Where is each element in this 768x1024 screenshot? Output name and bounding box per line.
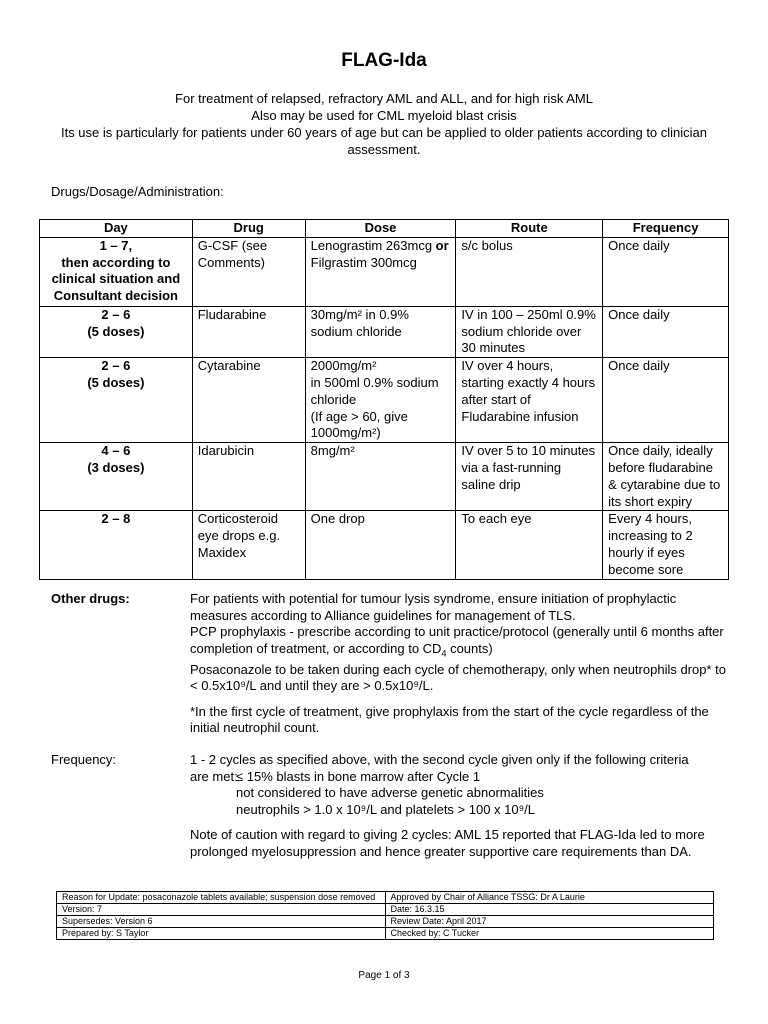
table-row <box>40 443 729 511</box>
dose-line: (If age > 60, give 1000mg/m²) <box>310 408 408 441</box>
cell-route: IV in 100 – 250ml 0.9% sodium chloride over 30 minutes <box>456 306 603 357</box>
day-note: (5 doses) <box>87 374 145 390</box>
footer-row <box>57 904 714 916</box>
footer-cell: Prepared by: S Taylor <box>57 928 386 940</box>
other-drugs-label: Other drugs: <box>51 591 130 606</box>
pcp-text: PCP prophylaxis - prescribe according to unit practice/protocol (generally until 6 months after completion of treatment, or according to CD <box>190 624 724 656</box>
document-control-table <box>56 891 714 940</box>
intro-line: Also may be used for CML myeloid blast crisis <box>251 108 517 123</box>
footer-cell: Date: 16.3.15 <box>385 904 714 916</box>
cell-dose: 8mg/m² <box>305 443 456 511</box>
cell-frequency: Once daily <box>603 237 729 306</box>
table-row <box>40 511 729 579</box>
header-route: Route <box>456 220 603 238</box>
footer-cell: Approved by Chair of Alliance TSSG: Dr A Laurie <box>385 892 714 904</box>
frequency-criterion: not considered to have adverse genetic abnormalities <box>236 785 544 800</box>
dose-line: in 500ml 0.9% sodium chloride <box>310 374 439 407</box>
table-row <box>40 306 729 357</box>
dose-or: or <box>435 237 449 253</box>
page-number: Page 1 of 3 <box>358 970 410 981</box>
day-range: 1 – 7, <box>99 237 133 253</box>
dose-line: 2000mg/m² <box>310 358 377 374</box>
cell-day <box>40 306 193 357</box>
header-dose: Dose <box>305 220 456 238</box>
cell-drug: Fludarabine <box>192 306 305 357</box>
table-header-row <box>40 220 729 238</box>
pcp-text: counts) <box>446 640 493 656</box>
day-range: 2 – 6 <box>101 306 131 322</box>
cell-dose <box>305 358 456 443</box>
cell-dose: 30mg/m² in 0.9% sodium chloride <box>305 306 456 357</box>
frequency-criterion: ≤ 15% blasts in bone marrow after Cycle 1 <box>236 768 481 784</box>
day-note: then according to clinical situation and Consultant decision <box>51 254 181 304</box>
cell-route: IV over 4 hours, starting exactly 4 hours after start of Fludarabine infusion <box>456 358 603 443</box>
cell-route: s/c bolus <box>456 237 603 306</box>
table-row <box>40 358 729 443</box>
footer-row <box>57 916 714 928</box>
frequency-label: Frequency: <box>51 752 117 767</box>
section-label: Drugs/Dosage/Administration: <box>51 184 224 199</box>
frequency-criterion: neutrophils > 1.0 x 10⁹/L and platelets > 100 x 10⁹/L <box>236 801 536 817</box>
intro-line: Its use is particularly for patients under 60 years of age but can be applied to older patients according to clinician assessment. <box>60 125 708 157</box>
other-drugs-paragraph: For patients with potential for tumour lysis syndrome, ensure initiation of prophylactic measures according to Alliance guidelines for management of TLS. <box>190 591 677 623</box>
other-drugs-paragraph <box>190 624 730 662</box>
dose-text: Lenograstim 263mcg <box>310 237 436 253</box>
cell-route: IV over 5 to 10 minutes via a fast-running saline drip <box>456 443 603 511</box>
header-frequency: Frequency <box>603 220 729 238</box>
intro-block <box>60 90 708 158</box>
frequency-caution: Note of caution with regard to giving 2 cycles: AML 15 reported that FLAG-Ida led to more prolonged myelosuppression and hence greater supportive care requirements than DA. <box>190 827 705 859</box>
frequency-paragraph: 1 - 2 cycles as specified above, with the second cycle given only if the following criteria are met: <box>190 752 689 784</box>
cell-day <box>40 511 193 579</box>
cell-dose <box>305 237 456 306</box>
day-note: (3 doses) <box>87 459 145 475</box>
cell-drug: Corticosteroid eye drops e.g. Maxidex <box>192 511 305 579</box>
footer-row <box>57 928 714 940</box>
other-drugs-body <box>190 591 730 737</box>
cell-drug: G-CSF (see Comments) <box>192 237 305 306</box>
footer-cell: Supersedes: Version 6 <box>57 916 386 928</box>
frequency-body <box>190 752 735 860</box>
dose-text: Filgrastim 300mcg <box>310 254 417 270</box>
other-drugs-paragraph: Posaconazole to be taken during each cycle of chemotherapy, only when neutrophils drop* to < 0.5x10⁹/L and until they are > 0.5x10⁹/L. <box>190 661 726 694</box>
footer-row <box>57 892 714 904</box>
drug-table <box>39 219 729 580</box>
table-row <box>40 237 729 306</box>
cell-frequency: Once daily <box>603 306 729 357</box>
cell-frequency: Every 4 hours, increasing to 2 hourly if eyes become sore <box>603 511 729 579</box>
footer-cell: Checked by: C Tucker <box>385 928 714 940</box>
day-note: (5 doses) <box>87 323 145 339</box>
header-drug: Drug <box>192 220 305 238</box>
cell-day <box>40 443 193 511</box>
day-range: 4 – 6 <box>101 443 131 459</box>
footer-cell: Version: 7 <box>57 904 386 916</box>
pcp-subscript: 4 <box>441 648 447 659</box>
footer-cell: Reason for Update: posaconazole tablets available; suspension dose removed <box>57 892 386 904</box>
document-title: FLAG-Ida <box>341 50 427 71</box>
other-drugs-footnote: *In the first cycle of treatment, give prophylaxis from the start of the cycle regardless of the initial neutrophil count. <box>190 703 709 736</box>
cell-drug: Cytarabine <box>192 358 305 443</box>
header-day: Day <box>40 220 193 238</box>
day-range: 2 – 8 <box>101 511 131 527</box>
cell-frequency: Once daily, ideally before fludarabine & cytarabine due to its short expiry <box>603 443 729 511</box>
day-range: 2 – 6 <box>101 358 131 374</box>
cell-route: To each eye <box>456 511 603 579</box>
intro-line: For treatment of relapsed, refractory AML and ALL, and for high risk AML <box>175 91 593 106</box>
cell-day <box>40 358 193 443</box>
footer-cell: Review Date: April 2017 <box>385 916 714 928</box>
cell-day <box>40 237 193 306</box>
cell-dose: One drop <box>305 511 456 579</box>
cell-frequency: Once daily <box>603 358 729 443</box>
cell-drug: Idarubicin <box>192 443 305 511</box>
